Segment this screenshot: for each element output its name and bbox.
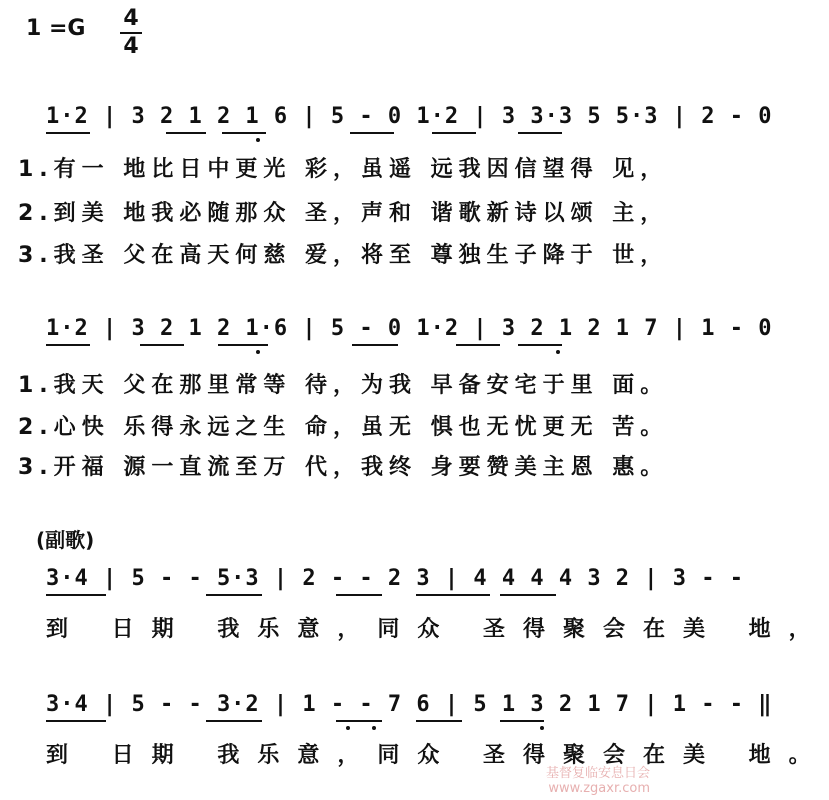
underline (166, 132, 206, 134)
low-octave-dot (346, 726, 350, 730)
underline (416, 720, 462, 722)
underline (140, 344, 184, 346)
underline (46, 720, 106, 722)
underline (206, 594, 262, 596)
time-signature-top: 4 (123, 6, 139, 31)
low-octave-dot (256, 138, 260, 142)
underline (432, 132, 476, 134)
watermark (546, 766, 650, 796)
underline (46, 344, 90, 346)
underline (456, 344, 500, 346)
watermark-line2: www.zgaxr.com (548, 781, 650, 796)
underline (336, 720, 382, 722)
chorus-label: (副歌) (36, 528, 95, 552)
time-signature-bottom: 4 (123, 34, 139, 59)
underline (352, 344, 398, 346)
time-signature (118, 6, 144, 60)
underline (206, 720, 262, 722)
underline (350, 132, 394, 134)
verse-line2-lyric-2: 2.心快 乐得永远之生 命，虽无 惧也无忧更无 苦。 (18, 415, 669, 440)
underline (46, 132, 90, 134)
underline (336, 594, 382, 596)
underline (518, 132, 562, 134)
low-octave-dot (556, 350, 560, 354)
underline (46, 594, 106, 596)
verse-line1-lyric-2: 2.到美 地我必随那众 圣，声和 谐歌新诗以颂 主， (18, 201, 669, 226)
underline (518, 344, 562, 346)
chorus-line1-lyric: 到 日期 我乐意，同众 圣得聚会在美 地， (46, 617, 829, 642)
underline (500, 594, 556, 596)
low-octave-dot (256, 350, 260, 354)
low-octave-dot (540, 726, 544, 730)
verse-line2-lyric-3: 3.开福 源一直流至万 代，我终 身要赞美主恩 惠。 (18, 455, 669, 480)
verse-line1-lyric-3: 3.我圣 父在高天何慈 爱，将至 尊独生子降于 世， (18, 243, 669, 268)
chorus-line1-notes: 3·4 | 5 - - 5·3 | 2 - - 2 3 | 4 4 4 4 3 2 | 3 - - (46, 566, 745, 591)
underline (222, 132, 266, 134)
underline (218, 344, 268, 346)
low-octave-dot (372, 726, 376, 730)
chorus-line2-lyric: 到 日期 我乐意，同众 圣得聚会在美 地。 (46, 743, 829, 768)
verse-line1-lyric-1: 1.有一 地比日中更光 彩，虽遥 远我因信望得 见， (18, 157, 669, 182)
key-signature: 1 =G (26, 16, 86, 41)
verse-line2-lyric-1: 1.我天 父在那里常等 待，为我 早备安宅于里 面。 (18, 373, 669, 398)
chorus-line2-notes: 3·4 | 5 - - 3·2 | 1 - - 7 6 | 5 1 3 2 1 7 | 1 - - ‖ (46, 692, 773, 717)
verse-line1-notes: 1·2 | 3 2 1 2 1 6 | 5 - 0 1·2 | 3 3·3 5 5·3 | 2 - 0 (46, 104, 773, 129)
underline (416, 594, 490, 596)
underline (500, 720, 544, 722)
verse-line2-notes: 1·2 | 3 2 1 2 1·6 | 5 - 0 1·2 | 3 2 1 2 1 7 | 1 - 0 (46, 316, 773, 341)
watermark-line1: 基督复临安息日会 (545, 766, 650, 781)
